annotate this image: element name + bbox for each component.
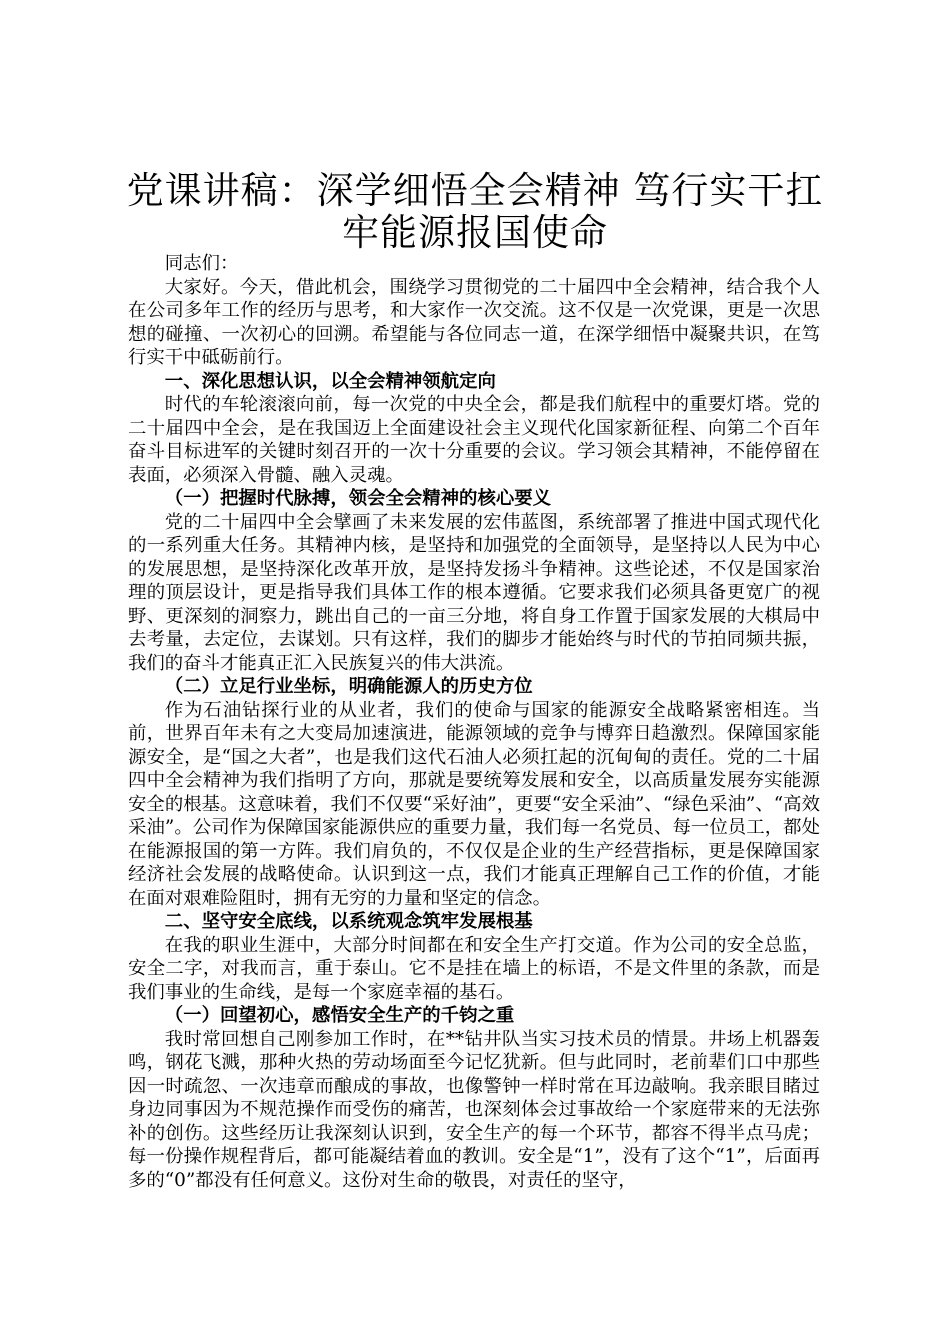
section-heading: 一、深化思想认识，以全会精神领航定向: [164, 370, 496, 392]
paragraph: 在我的职业生涯中，大部分时间都在和安全生产打交道。作为公司的安全总监，安全二字，对我而言，重于泰山。它不是挂在墙上的标语，不是文件里的条款，而是我们事业的生命线，是每一个家庭幸福的基石。: [128, 934, 820, 1003]
section-heading: 二、坚守安全底线，以系统观念筑牢发展根基: [164, 911, 533, 932]
subsection-heading: （一）把握时代脉搏，领会全会精神的核心要义: [164, 488, 552, 509]
subsection-heading: （一）回望初心，感悟安全生产的千钧之重: [164, 1005, 515, 1026]
paragraph: 我时常回想自己刚参加工作时，在**钻井队当实习技术员的情景。井场上机器轰鸣，钢花飞溅，那种火热的劳动场面至今记忆犹新。但与此同时，老前辈们口中那些因一时疏忽、一次违章而酿成的事故，也像警钟一样时常在耳边敲响。我亲眼目睹过身边同事因为不规范操作而受伤的痛苦，也深刻体会过事故给一个家庭带来的无法弥补的创伤。这些经历让我深刻认识到，安全生产的每一个环节，都容不得半点马虎；每一份操作规程背后，都可能凝结着血的教训。安全是“1”，没有了这个“1”，后面再多的“0”都没有任何意义。这份对生命的敬畏，对责任的坚守，: [128, 1028, 820, 1191]
document-body: [128, 252, 820, 1192]
paragraph: 大家好。今天，借此机会，围绕学习贯彻党的二十届四中全会精神，结合我个人在公司多年工作的经历与思考，和大家作一次交流。这不仅是一次党课，更是一次思想的碰撞、一次初心的回溯。希望能与各位同志一道，在深学细悟中凝聚共识，在笃行实干中砥砺前行。: [128, 276, 820, 368]
salutation: 同志们：: [164, 253, 239, 274]
paragraph: 党的二十届四中全会擘画了未来发展的宏伟蓝图，系统部署了推进中国式现代化的一系列重大任务。其精神内核，是坚持和加强党的全面领导，是坚持以人民为中心的发展思想，是坚持深化改革开放，是坚持发扬斗争精神。这些论述，不仅是国家治理的顶层设计，更是指导我们具体工作的根本遵循。它要求我们必须具备更宽广的视野、更深刻的洞察力，跳出自己的一亩三分地，将自身工作置于国家发展的大棋局中去考量，去定位，去谋划。只有这样，我们的脚步才能始终与时代的节拍同频共振，我们的奋斗才能真正汇入民族复兴的伟大洪流。: [128, 511, 820, 674]
subsection-heading: （二）立足行业坐标，明确能源人的历史方位: [164, 676, 533, 697]
paragraph: 作为石油钻探行业的从业者，我们的使命与国家的能源安全战略紧密相连。当前，世界百年未有之大变局加速演进，能源领域的竞争与博弈日趋激烈。保障国家能源安全，是“国之大者”，也是我们这代石油人必须扛起的沉甸甸的责任。党的二十届四中全会精神为我们指明了方向，那就是要统筹发展和安全，以高质量发展夯实能源安全的根基。这意味着，我们不仅要“采好油”，更要“安全采油”、“绿色采油”、“高效采油”。公司作为保障国家能源供应的重要力量，我们每一名党员、每一位员工，都处在能源报国的第一方阵。我们肩负的，不仅仅是企业的生产经营指标，更是保障国家经济社会发展的战略使命。认识到这一点，我们才能真正理解自己工作的价值，才能在面对艰难险阻时，拥有无穷的力量和坚定的信念。: [128, 699, 820, 909]
paragraph: 时代的车轮滚滚向前，每一次党的中央全会，都是我们航程中的重要灯塔。党的二十届四中全会，是在我国迈上全面建设社会主义现代化国家新征程、向第二个百年奋斗目标进军的关键时刻召开的一次十分重要的会议。学习领会其精神，不能停留在表面，必须深入骨髓、融入灵魂。: [128, 394, 820, 486]
document-title: 党课讲稿：深学细悟全会精神 笃行实干扛牢能源报国使命: [126, 169, 824, 254]
